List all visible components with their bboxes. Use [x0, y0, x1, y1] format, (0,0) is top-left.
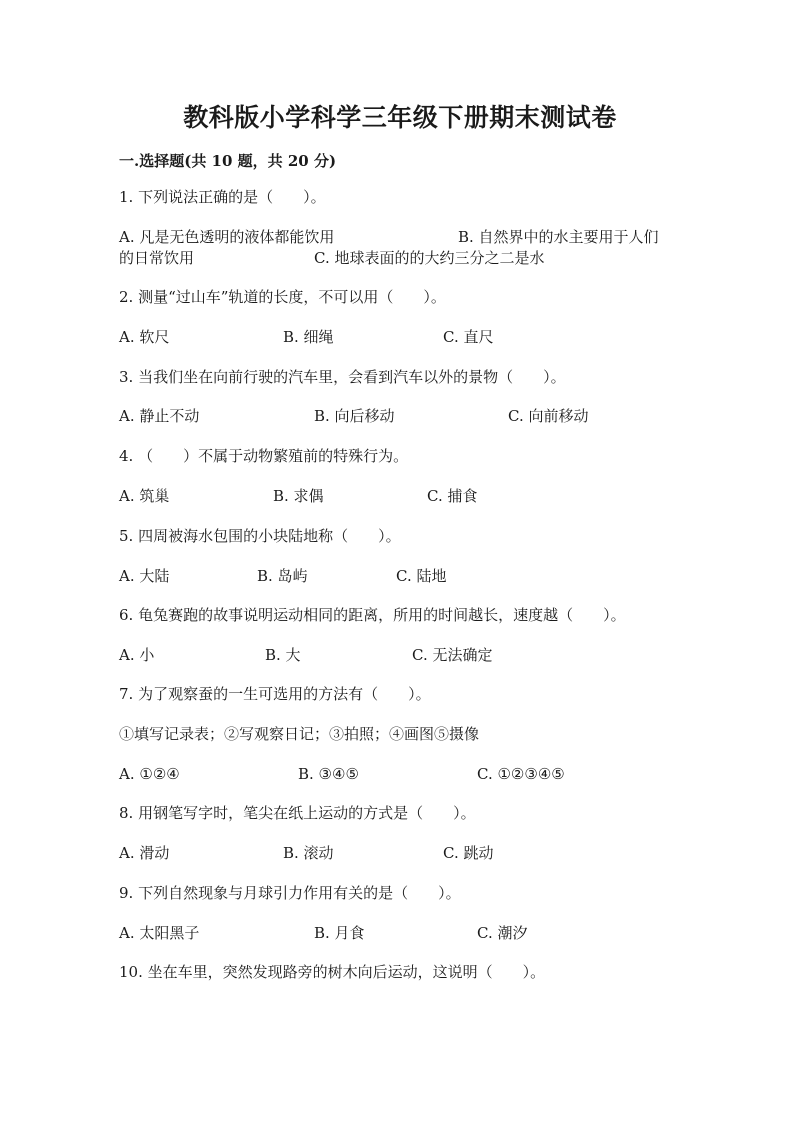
question-3-option-a: A. 静止不动 [119, 407, 200, 425]
question-10-stem: 10. 坐在车里，突然发现路旁的树木向后运动，这说明（ ）。 [119, 963, 546, 981]
question-5-option-c: C. 陆地 [396, 567, 447, 585]
question-6-option-b: B. 大 [265, 646, 301, 664]
question-7-stem: 7. 为了观察蚕的一生可选用的方法有（ ）。 [119, 685, 431, 703]
question-1-option-c: C. 地球表面的的大约三分之二是水 [314, 249, 545, 267]
question-1-option-a: A. 凡是无色透明的液体都能饮用 [119, 228, 335, 246]
question-1-option-b-continued: 的日常饮用 [119, 249, 195, 267]
question-8-stem: 8. 用钢笔写字时，笔尖在纸上运动的方式是（ ）。 [119, 804, 476, 822]
question-3-stem: 3. 当我们坐在向前行驶的汽车里，会看到汽车以外的景物（ ）。 [119, 368, 566, 386]
question-8-option-c: C. 跳动 [443, 844, 494, 862]
question-5-option-b: B. 岛屿 [257, 567, 308, 585]
page-title: 教科版小学科学三年级下册期末测试卷 [183, 103, 617, 132]
question-5-stem: 5. 四周被海水包围的小块陆地称（ ）。 [119, 527, 401, 545]
question-2-stem: 2. 测量“过山车”轨道的长度，不可以用（ ）。 [119, 288, 446, 306]
question-3-option-c: C. 向前移动 [508, 407, 589, 425]
question-2-option-b: B. 细绳 [283, 328, 334, 346]
question-9-option-a: A. 太阳黑子 [119, 924, 200, 942]
question-4-stem: 4. （ ）不属于动物繁殖前的特殊行为。 [119, 447, 409, 465]
question-3-option-b: B. 向后移动 [314, 407, 395, 425]
question-9-option-b: B. 月食 [314, 924, 365, 942]
question-1-option-b: B. 自然界中的水主要用于人们 [458, 228, 659, 246]
question-8-option-a: A. 滑动 [119, 844, 170, 862]
question-4-option-c: C. 捕食 [427, 487, 478, 505]
question-2-option-c: C. 直尺 [443, 328, 494, 346]
question-9-option-c: C. 潮汐 [477, 924, 528, 942]
question-1-stem: 1. 下列说法正确的是（ ）。 [119, 188, 326, 206]
question-8-option-b: B. 滚动 [283, 844, 334, 862]
section-heading: 一.选择题(共 10 题，共 20 分) [119, 152, 337, 170]
question-4-option-b: B. 求偶 [273, 487, 324, 505]
question-7-methods: ①填写记录表；②写观察日记；③拍照；④画图⑤摄像 [119, 725, 480, 743]
question-9-stem: 9. 下列自然现象与月球引力作用有关的是（ ）。 [119, 884, 461, 902]
question-5-option-a: A. 大陆 [119, 567, 170, 585]
question-4-option-a: A. 筑巢 [119, 487, 170, 505]
question-6-stem: 6. 龟兔赛跑的故事说明运动相同的距离，所用的时间越长，速度越（ ）。 [119, 606, 626, 624]
question-6-option-a: A. 小 [119, 646, 155, 664]
question-7-option-a: A. ①②④ [119, 765, 180, 783]
question-7-option-b: B. ③④⑤ [298, 765, 359, 783]
question-6-option-c: C. 无法确定 [412, 646, 493, 664]
question-2-option-a: A. 软尺 [119, 328, 170, 346]
question-7-option-c: C. ①②③④⑤ [477, 765, 565, 783]
